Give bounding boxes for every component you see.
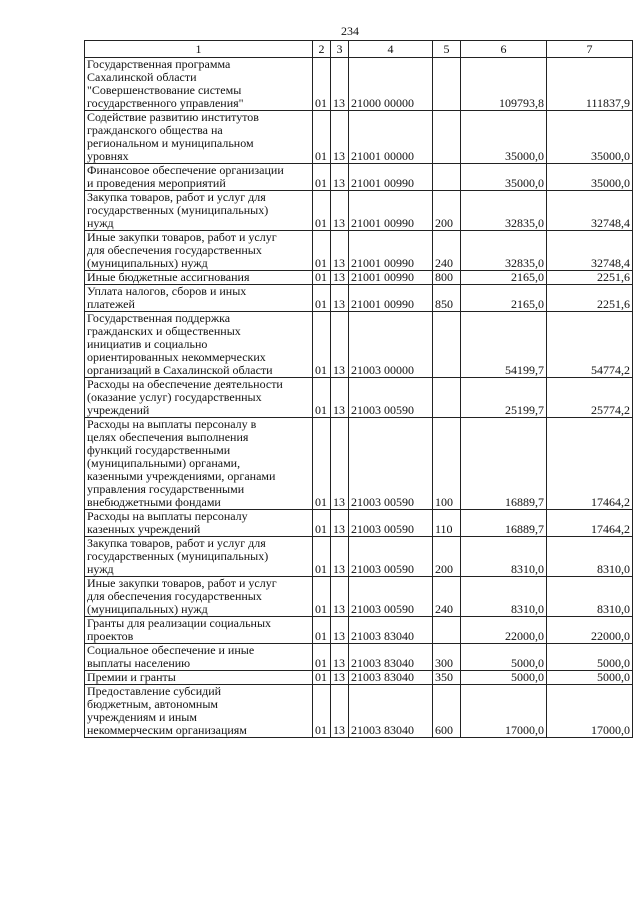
expense-type-code: 800	[433, 271, 461, 285]
expense-type-code: 200	[433, 537, 461, 577]
amount-year-2: 8310,0	[547, 537, 633, 577]
expense-item-name: Гранты для реализации социальных проектов	[85, 617, 313, 644]
expense-type-code: 600	[433, 685, 461, 738]
target-article-code: 21001 00990	[349, 271, 433, 285]
expense-item-name: Расходы на выплаты персоналу в целях обеспечения выполнения функций государственными (муниципальными) органами, казенными учреждениями, органами управления государственными внебюджетными фондами	[85, 418, 313, 510]
target-article-code: 21003 00590	[349, 537, 433, 577]
subsection-code: 13	[331, 191, 349, 231]
target-article-code: 21003 83040	[349, 685, 433, 738]
table-row	[85, 537, 633, 577]
page-number: 234	[341, 24, 359, 38]
expense-item-name: Закупка товаров, работ и услуг для государственных (муниципальных) нужд	[85, 537, 313, 577]
target-article-code: 21003 00000	[349, 312, 433, 378]
amount-year-1: 8310,0	[461, 577, 547, 617]
subsection-code: 13	[331, 164, 349, 191]
amount-year-1: 2165,0	[461, 285, 547, 312]
table-row	[85, 671, 633, 685]
amount-year-2: 5000,0	[547, 644, 633, 671]
expense-item-name: Иные закупки товаров, работ и услуг для обеспечения государственных (муниципальных) нужд	[85, 577, 313, 617]
expense-type-code	[433, 111, 461, 164]
amount-year-2: 2251,6	[547, 271, 633, 285]
target-article-code: 21000 00000	[349, 58, 433, 111]
expense-type-code: 240	[433, 231, 461, 271]
subsection-code: 13	[331, 617, 349, 644]
amount-year-2: 17464,2	[547, 510, 633, 537]
expense-type-code: 850	[433, 285, 461, 312]
table-row	[85, 418, 633, 510]
target-article-code: 21003 83040	[349, 617, 433, 644]
target-article-code: 21003 83040	[349, 644, 433, 671]
expense-item-name: Государственная поддержка гражданских и общественных инициатив и социально ориентированных некоммерческих организаций в Сахалинской области	[85, 312, 313, 378]
table-row	[85, 191, 633, 231]
amount-year-1: 32835,0	[461, 191, 547, 231]
expense-item-name: Расходы на обеспечение деятельности (оказание услуг) государственных учреждений	[85, 378, 313, 418]
subsection-code: 13	[331, 418, 349, 510]
amount-year-2: 32748,4	[547, 191, 633, 231]
target-article-code: 21003 00590	[349, 577, 433, 617]
column-header: 3	[331, 41, 349, 58]
section-code: 01	[313, 111, 331, 164]
section-code: 01	[313, 378, 331, 418]
table-row	[85, 231, 633, 271]
expense-type-code: 240	[433, 577, 461, 617]
table-row	[85, 111, 633, 164]
expense-type-code	[433, 164, 461, 191]
expense-item-name: Премии и гранты	[85, 671, 313, 685]
section-code: 01	[313, 58, 331, 111]
amount-year-2: 35000,0	[547, 111, 633, 164]
expense-item-name: Финансовое обеспечение организации и проведения мероприятий	[85, 164, 313, 191]
expense-type-code: 200	[433, 191, 461, 231]
amount-year-2: 54774,2	[547, 312, 633, 378]
column-header: 1	[85, 41, 313, 58]
expense-type-code	[433, 378, 461, 418]
table-row	[85, 312, 633, 378]
amount-year-1: 35000,0	[461, 164, 547, 191]
expense-item-name: Иные бюджетные ассигнования	[85, 271, 313, 285]
target-article-code: 21003 00590	[349, 510, 433, 537]
subsection-code: 13	[331, 644, 349, 671]
section-code: 01	[313, 617, 331, 644]
expense-type-code: 300	[433, 644, 461, 671]
section-code: 01	[313, 418, 331, 510]
target-article-code: 21001 00990	[349, 285, 433, 312]
subsection-code: 13	[331, 378, 349, 418]
column-header: 5	[433, 41, 461, 58]
table-row	[85, 510, 633, 537]
section-code: 01	[313, 537, 331, 577]
column-header: 7	[547, 41, 633, 58]
amount-year-2: 111837,9	[547, 58, 633, 111]
subsection-code: 13	[331, 271, 349, 285]
section-code: 01	[313, 191, 331, 231]
table-row	[85, 164, 633, 191]
amount-year-2: 35000,0	[547, 164, 633, 191]
amount-year-1: 25199,7	[461, 378, 547, 418]
amount-year-2: 2251,6	[547, 285, 633, 312]
target-article-code: 21001 00990	[349, 191, 433, 231]
expense-type-code	[433, 617, 461, 644]
table-row	[85, 58, 633, 111]
expense-item-name: Социальное обеспечение и иные выплаты населению	[85, 644, 313, 671]
table-row	[85, 577, 633, 617]
target-article-code: 21001 00990	[349, 164, 433, 191]
section-code: 01	[313, 285, 331, 312]
subsection-code: 13	[331, 312, 349, 378]
column-header: 2	[313, 41, 331, 58]
amount-year-1: 2165,0	[461, 271, 547, 285]
amount-year-2: 22000,0	[547, 617, 633, 644]
table-row	[85, 617, 633, 644]
section-code: 01	[313, 685, 331, 738]
column-header: 6	[461, 41, 547, 58]
table-row	[85, 271, 633, 285]
table-row	[85, 644, 633, 671]
amount-year-2: 17000,0	[547, 685, 633, 738]
subsection-code: 13	[331, 111, 349, 164]
amount-year-2: 8310,0	[547, 577, 633, 617]
amount-year-2: 5000,0	[547, 671, 633, 685]
subsection-code: 13	[331, 577, 349, 617]
table-row	[85, 378, 633, 418]
section-code: 01	[313, 644, 331, 671]
amount-year-1: 5000,0	[461, 644, 547, 671]
subsection-code: 13	[331, 685, 349, 738]
subsection-code: 13	[331, 285, 349, 312]
section-code: 01	[313, 231, 331, 271]
amount-year-1: 32835,0	[461, 231, 547, 271]
section-code: 01	[313, 312, 331, 378]
amount-year-1: 35000,0	[461, 111, 547, 164]
subsection-code: 13	[331, 537, 349, 577]
target-article-code: 21003 83040	[349, 671, 433, 685]
amount-year-1: 22000,0	[461, 617, 547, 644]
target-article-code: 21001 00990	[349, 231, 433, 271]
expense-item-name: Уплата налогов, сборов и иных платежей	[85, 285, 313, 312]
amount-year-1: 5000,0	[461, 671, 547, 685]
amount-year-1: 16889,7	[461, 510, 547, 537]
expense-item-name: Закупка товаров, работ и услуг для государственных (муниципальных) нужд	[85, 191, 313, 231]
section-code: 01	[313, 271, 331, 285]
target-article-code: 21001 00000	[349, 111, 433, 164]
amount-year-1: 8310,0	[461, 537, 547, 577]
expense-type-code: 100	[433, 418, 461, 510]
column-header: 4	[349, 41, 433, 58]
table-row	[85, 685, 633, 738]
section-code: 01	[313, 164, 331, 191]
expense-type-code: 110	[433, 510, 461, 537]
expense-item-name: Содействие развитию институтов гражданского общества на региональном и муниципальном уровнях	[85, 111, 313, 164]
table-header-row	[85, 41, 633, 58]
amount-year-2: 32748,4	[547, 231, 633, 271]
amount-year-1: 109793,8	[461, 58, 547, 111]
amount-year-1: 54199,7	[461, 312, 547, 378]
target-article-code: 21003 00590	[349, 418, 433, 510]
expense-item-name: Иные закупки товаров, работ и услуг для обеспечения государственных (муниципальных) нужд	[85, 231, 313, 271]
table-row	[85, 285, 633, 312]
expense-item-name: Предоставление субсидий бюджетным, автономным учреждениям и иным некоммерческим организациям	[85, 685, 313, 738]
expense-type-code	[433, 58, 461, 111]
expense-type-code: 350	[433, 671, 461, 685]
subsection-code: 13	[331, 58, 349, 111]
amount-year-2: 17464,2	[547, 418, 633, 510]
subsection-code: 13	[331, 231, 349, 271]
section-code: 01	[313, 577, 331, 617]
budget-table	[84, 40, 633, 738]
expense-item-name: Расходы на выплаты персоналу казенных учреждений	[85, 510, 313, 537]
amount-year-1: 17000,0	[461, 685, 547, 738]
section-code: 01	[313, 510, 331, 537]
section-code: 01	[313, 671, 331, 685]
subsection-code: 13	[331, 510, 349, 537]
target-article-code: 21003 00590	[349, 378, 433, 418]
subsection-code: 13	[331, 671, 349, 685]
amount-year-1: 16889,7	[461, 418, 547, 510]
expense-type-code	[433, 312, 461, 378]
amount-year-2: 25774,2	[547, 378, 633, 418]
expense-item-name: Государственная программа Сахалинской области "Совершенствование системы государственного управления"	[85, 58, 313, 111]
